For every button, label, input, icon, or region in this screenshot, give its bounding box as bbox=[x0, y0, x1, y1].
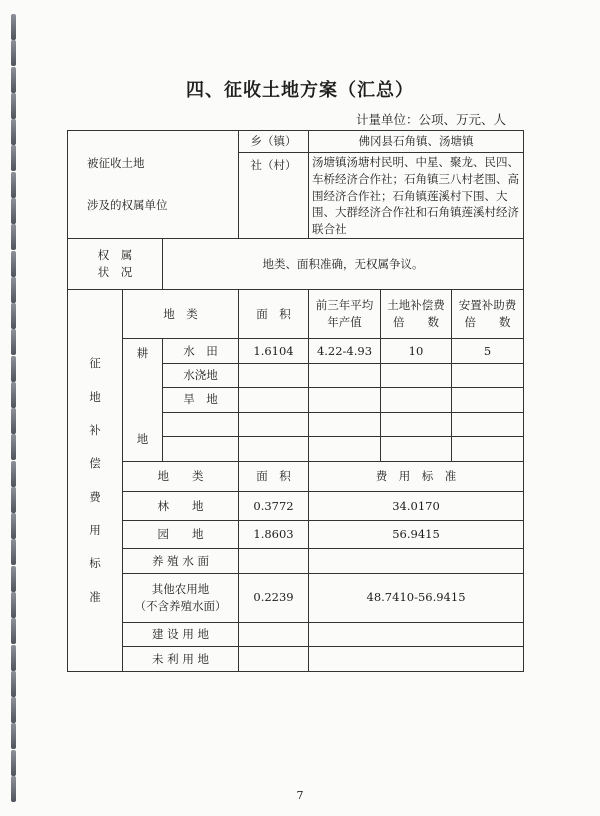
binding-hole bbox=[11, 119, 16, 145]
table-row bbox=[68, 647, 524, 672]
other-ag-type-line2: （不含养殖水面） bbox=[134, 598, 227, 613]
tail-area bbox=[239, 622, 309, 646]
cultivated-comp bbox=[381, 363, 452, 387]
side-char: 地 bbox=[89, 389, 101, 404]
cultivated-output bbox=[309, 388, 381, 412]
binding-hole bbox=[11, 145, 16, 171]
tail-type: 建 设 用 地 bbox=[123, 622, 239, 646]
binding-hole bbox=[11, 434, 16, 460]
cultivated-area bbox=[239, 363, 309, 387]
other-type: 林 地 bbox=[123, 492, 239, 521]
other-fee bbox=[309, 549, 524, 573]
table-row bbox=[68, 339, 524, 363]
measurement-unit: 计量单位：公项、万元、人 bbox=[355, 112, 506, 127]
header-comp-line2: 倍 数 bbox=[393, 315, 439, 330]
binding-hole bbox=[11, 356, 16, 382]
binding-hole bbox=[11, 224, 16, 250]
status-label-line2: 状 况 bbox=[97, 265, 133, 280]
status-label-line1: 权 属 bbox=[97, 248, 133, 263]
binding-hole bbox=[11, 697, 16, 723]
binding-hole bbox=[11, 461, 16, 487]
table-row bbox=[68, 549, 524, 573]
other-ag-type-line1: 其他农用地 bbox=[151, 581, 210, 596]
binding-hole bbox=[11, 645, 16, 671]
header-reset-line2: 倍 数 bbox=[464, 315, 511, 330]
side-char: 补 bbox=[89, 423, 101, 438]
other-fee: 34.0170 bbox=[309, 492, 524, 521]
other-header-area: 面 积 bbox=[239, 461, 309, 492]
binding-hole bbox=[11, 539, 16, 565]
other-area bbox=[239, 549, 309, 573]
tail-type: 未 利 用 地 bbox=[123, 647, 239, 672]
header-land-type: 地 类 bbox=[123, 290, 239, 339]
owner-label-cell bbox=[68, 131, 239, 239]
side-char: 标 bbox=[89, 556, 101, 571]
cultivated-type bbox=[163, 412, 239, 436]
other-header-land-type: 地 类 bbox=[123, 461, 239, 492]
table-row bbox=[68, 520, 524, 549]
binding-holes bbox=[0, 0, 26, 816]
other-ag-area: 0.2239 bbox=[239, 573, 309, 622]
header-comp-line1: 土地补偿费 bbox=[387, 298, 445, 313]
town-label: 乡（镇） bbox=[239, 131, 309, 153]
side-char: 征 bbox=[89, 356, 101, 371]
cultivated-comp bbox=[381, 412, 452, 436]
cultivated-type: 水 田 bbox=[163, 339, 239, 363]
binding-hole bbox=[11, 513, 16, 539]
owner-label-line1: 被征收土地 bbox=[87, 156, 145, 171]
binding-hole bbox=[11, 566, 16, 592]
cultivated-type: 旱 地 bbox=[163, 388, 239, 412]
table-row bbox=[68, 492, 524, 521]
header-avg-output-line1: 前三年平均 bbox=[315, 298, 374, 313]
table-row bbox=[68, 622, 524, 646]
cultivated-reset bbox=[452, 363, 524, 387]
binding-hole bbox=[11, 251, 16, 277]
header-resettlement-multiple bbox=[452, 290, 524, 339]
binding-hole bbox=[11, 487, 16, 513]
binding-hole bbox=[11, 198, 16, 224]
side-char: 费 bbox=[89, 489, 101, 504]
side-char: 偿 bbox=[89, 456, 101, 471]
binding-hole bbox=[11, 750, 16, 776]
cultivated-output bbox=[309, 437, 381, 461]
header-avg-output bbox=[309, 290, 381, 339]
other-ag-fee: 48.7410-56.9415 bbox=[309, 573, 524, 622]
binding-hole bbox=[11, 618, 16, 644]
binding-hole bbox=[11, 592, 16, 618]
cultivated-comp: 10 bbox=[381, 339, 452, 363]
cultivated-area: 1.6104 bbox=[239, 339, 309, 363]
other-area: 1.8603 bbox=[239, 520, 309, 549]
cultivated-reset: 5 bbox=[452, 339, 524, 363]
side-char: 准 bbox=[89, 589, 101, 604]
cultivated-char: 地 bbox=[136, 431, 149, 446]
page-title: 四、征收土地方案（汇总） bbox=[186, 80, 414, 101]
status-label-cell bbox=[68, 239, 163, 290]
tail-fee bbox=[309, 622, 524, 646]
cultivated-type bbox=[163, 437, 239, 461]
binding-hole bbox=[11, 723, 16, 749]
header-compensation-multiple bbox=[381, 290, 452, 339]
cultivated-output bbox=[309, 412, 381, 436]
binding-hole bbox=[11, 671, 16, 697]
cultivated-comp bbox=[381, 437, 452, 461]
owner-label-line2: 涉及的权属单位 bbox=[87, 197, 168, 212]
status-value: 地类、面积准确，无权属争议。 bbox=[163, 239, 524, 290]
town-value: 佛冈县石角镇、汤塘镇 bbox=[309, 131, 524, 153]
village-value: 汤塘镇汤塘村民明、中星、聚龙、民四、车桥经济合作社；石角镇三八村老围、高围经济合作社；石角镇莲溪村下围、大围、大群经济合作社和石角镇莲溪村经济联合社 bbox=[309, 153, 524, 239]
cultivated-output bbox=[309, 363, 381, 387]
tail-area bbox=[239, 647, 309, 672]
other-type: 园 地 bbox=[123, 520, 239, 549]
other-header-fee: 费 用 标 准 bbox=[309, 461, 524, 492]
cultivated-area bbox=[239, 437, 309, 461]
table-row bbox=[68, 573, 524, 622]
binding-hole bbox=[11, 408, 16, 434]
cultivated-area bbox=[239, 388, 309, 412]
header-area: 面 积 bbox=[239, 290, 309, 339]
binding-hole bbox=[11, 277, 16, 303]
land-acquisition-table bbox=[67, 130, 524, 672]
cultivated-char: 耕 bbox=[136, 346, 149, 361]
cultivated-reset bbox=[452, 412, 524, 436]
cultivated-reset bbox=[452, 437, 524, 461]
other-ag-type bbox=[123, 573, 239, 622]
other-fee: 56.9415 bbox=[309, 520, 524, 549]
binding-hole bbox=[11, 172, 16, 198]
cultivated-area bbox=[239, 412, 309, 436]
village-label: 社（村） bbox=[239, 153, 309, 239]
cultivated-type: 水浇地 bbox=[163, 363, 239, 387]
binding-hole bbox=[11, 382, 16, 408]
side-char: 用 bbox=[89, 523, 101, 538]
other-area: 0.3772 bbox=[239, 492, 309, 521]
binding-hole bbox=[11, 329, 16, 355]
cultivated-comp bbox=[381, 388, 452, 412]
binding-hole bbox=[11, 40, 16, 66]
binding-hole bbox=[11, 303, 16, 329]
tail-fee bbox=[309, 647, 524, 672]
standard-side-label bbox=[68, 290, 123, 672]
cultivated-reset bbox=[452, 388, 524, 412]
header-reset-line1: 安置补助费 bbox=[458, 298, 517, 313]
cultivated-label bbox=[123, 339, 163, 461]
cultivated-output: 4.22-4.93 bbox=[309, 339, 381, 363]
header-avg-output-line2: 年产值 bbox=[327, 315, 362, 330]
binding-hole bbox=[11, 14, 16, 40]
other-type: 养 殖 水 面 bbox=[123, 549, 239, 573]
page-number: 7 bbox=[296, 789, 304, 802]
